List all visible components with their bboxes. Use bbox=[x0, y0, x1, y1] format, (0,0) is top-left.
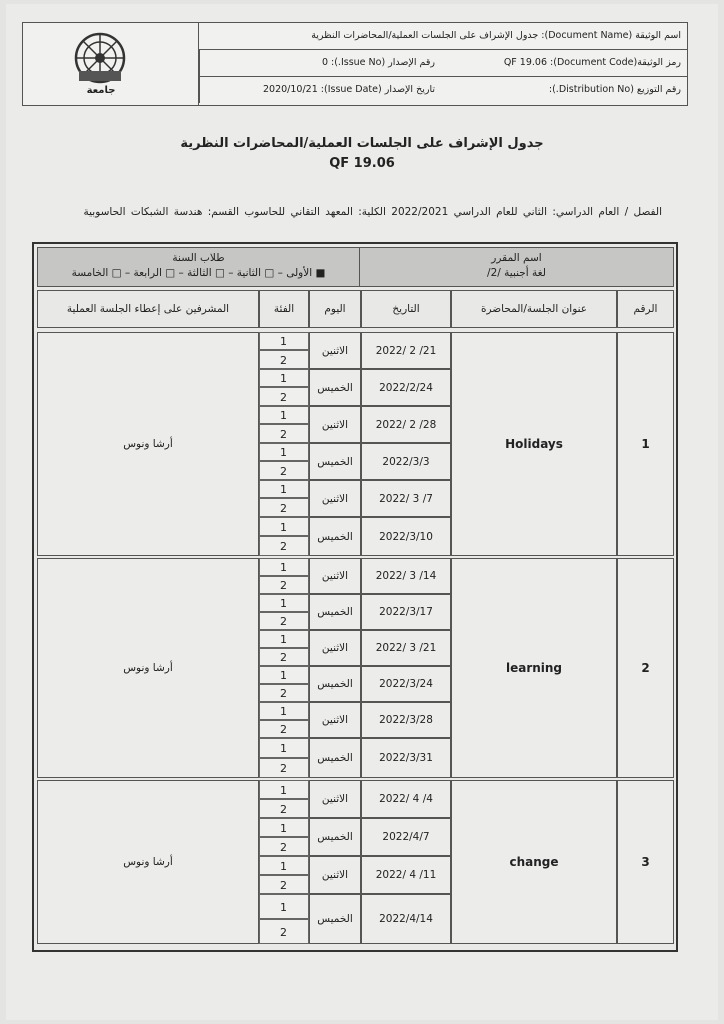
group-2-cell: 2 bbox=[259, 350, 309, 369]
group-1-cell: 1 bbox=[259, 332, 309, 350]
header-row-1 bbox=[199, 23, 687, 50]
document-code: رمز الوثيقة(Document Code): QF 19.06 bbox=[503, 57, 681, 68]
session-day: الاثنين bbox=[309, 780, 361, 818]
session-title-cell: learning bbox=[451, 558, 617, 778]
col-num: الرقم bbox=[617, 290, 674, 328]
logo-cell bbox=[23, 23, 199, 105]
group-2-cell: 2 bbox=[259, 648, 309, 666]
section-number-cell: 1 bbox=[617, 332, 674, 556]
group-1-cell: 1 bbox=[259, 666, 309, 684]
group-2-cell: 2 bbox=[259, 837, 309, 856]
group-2-cell: 2 bbox=[259, 536, 309, 556]
logo-text: جامعة bbox=[86, 85, 116, 96]
session-date: 2022/3/17 bbox=[361, 594, 451, 630]
session-day: الخميس bbox=[309, 666, 361, 702]
session-day: الاثنين bbox=[309, 856, 361, 894]
student-year-options: ■ الأولى – □ الثانية – □ الثالثة – □ الرابعة – □ الخامسة bbox=[71, 267, 326, 279]
page-title: جدول الإشراف على الجلسات العملية/المحاضرات النظرية bbox=[180, 136, 544, 151]
session-title-cell: Holidays bbox=[451, 332, 617, 556]
session-day: الاثنين bbox=[309, 558, 361, 594]
document-name: اسم الوثيقة (Document Name): جدول الإشراف على الجلسات العملية/المحاضرات النظرية bbox=[311, 30, 681, 41]
issue-no: رقم الإصدار (Issue No.): 0 bbox=[199, 50, 441, 76]
group-2-cell: 2 bbox=[259, 576, 309, 594]
group-1-cell: 1 bbox=[259, 480, 309, 498]
session-date: 2022/2/24 bbox=[361, 369, 451, 406]
session-date: 2022/3/31 bbox=[361, 738, 451, 778]
group-2-cell: 2 bbox=[259, 612, 309, 630]
group-1-cell: 1 bbox=[259, 738, 309, 758]
group-2-cell: 2 bbox=[259, 387, 309, 406]
group-2-cell: 2 bbox=[259, 799, 309, 818]
group-2-cell: 2 bbox=[259, 758, 309, 778]
group-1-cell: 1 bbox=[259, 856, 309, 875]
group-2-cell: 2 bbox=[259, 461, 309, 480]
session-date: 2022/ 3 /14 bbox=[361, 558, 451, 594]
page-subtitle-code: QF 19.06 bbox=[329, 156, 395, 171]
session-date: 2022/ 3 /21 bbox=[361, 630, 451, 666]
session-date: 2022/ 4 /11 bbox=[361, 856, 451, 894]
student-year-label: طلاب السنة bbox=[172, 252, 225, 264]
session-day: الاثنين bbox=[309, 702, 361, 738]
session-date: 2022/3/3 bbox=[361, 443, 451, 480]
supervision-table bbox=[32, 242, 678, 952]
col-date: التاريخ bbox=[361, 290, 451, 328]
supervisor-cell: أرشا ونوس bbox=[37, 332, 259, 556]
document-header bbox=[22, 22, 688, 106]
header-row-3 bbox=[199, 77, 687, 104]
col-title: عنوان الجلسة/المحاضرة bbox=[451, 290, 617, 328]
group-2-cell: 2 bbox=[259, 498, 309, 517]
col-group: الفئة bbox=[259, 290, 309, 328]
group-1-cell: 1 bbox=[259, 558, 309, 576]
group-1-cell: 1 bbox=[259, 702, 309, 720]
group-2-cell: 2 bbox=[259, 424, 309, 443]
group-2-cell: 2 bbox=[259, 919, 309, 944]
group-2-cell: 2 bbox=[259, 684, 309, 702]
supervisor-cell: أرشا ونوس bbox=[37, 780, 259, 944]
session-date: 2022/ 3 /7 bbox=[361, 480, 451, 517]
session-date: 2022/ 2 /21 bbox=[361, 332, 451, 369]
session-day: الخميس bbox=[309, 894, 361, 944]
session-date: 2022/3/10 bbox=[361, 517, 451, 556]
session-date: 2022/ 4 /4 bbox=[361, 780, 451, 818]
session-date: 2022/3/28 bbox=[361, 702, 451, 738]
session-day: الخميس bbox=[309, 517, 361, 556]
session-day: الاثنين bbox=[309, 630, 361, 666]
col-day: اليوم bbox=[309, 290, 361, 328]
section-number-cell: 3 bbox=[617, 780, 674, 944]
group-1-cell: 1 bbox=[259, 594, 309, 612]
student-year-cell bbox=[38, 248, 360, 286]
distribution-no: رقم التوزيع (Distribution No.): bbox=[548, 84, 681, 95]
issue-date: تاريخ الإصدار (Issue Date): 2020/10/21 bbox=[199, 77, 441, 103]
session-day: الخميس bbox=[309, 738, 361, 778]
session-day: الاثنين bbox=[309, 332, 361, 369]
header-row-2 bbox=[199, 50, 687, 77]
table-top-band bbox=[37, 247, 674, 287]
session-date: 2022/ 2 /28 bbox=[361, 406, 451, 443]
col-supervisors: المشرفين على إعطاء الجلسة العملية bbox=[37, 290, 259, 328]
session-day: الاثنين bbox=[309, 480, 361, 517]
section-number-cell: 2 bbox=[617, 558, 674, 778]
session-day: الاثنين bbox=[309, 406, 361, 443]
group-1-cell: 1 bbox=[259, 406, 309, 424]
session-date: 2022/4/7 bbox=[361, 818, 451, 856]
course-name-cell bbox=[360, 248, 673, 286]
session-date: 2022/4/14 bbox=[361, 894, 451, 944]
group-1-cell: 1 bbox=[259, 443, 309, 461]
supervisor-cell: أرشا ونوس bbox=[37, 558, 259, 778]
session-day: الخميس bbox=[309, 594, 361, 630]
group-1-cell: 1 bbox=[259, 894, 309, 919]
session-day: الخميس bbox=[309, 369, 361, 406]
group-1-cell: 1 bbox=[259, 517, 309, 536]
session-title-cell: change bbox=[451, 780, 617, 944]
group-2-cell: 2 bbox=[259, 720, 309, 738]
session-date: 2022/3/24 bbox=[361, 666, 451, 702]
course-name-value: لغة أجنبية /2/ bbox=[487, 267, 546, 279]
group-1-cell: 1 bbox=[259, 818, 309, 837]
group-1-cell: 1 bbox=[259, 630, 309, 648]
session-day: الخميس bbox=[309, 818, 361, 856]
group-2-cell: 2 bbox=[259, 875, 309, 894]
group-1-cell: 1 bbox=[259, 369, 309, 387]
course-name-label: اسم المقرر bbox=[491, 252, 542, 264]
course-info-line: الفصل / العام الدراسي: الثاني للعام الدراسي 2022/2021 الكلية: المعهد التقاني للحاسوب القسم: هندسة الشبكات الحاسوبية bbox=[83, 206, 662, 218]
group-1-cell: 1 bbox=[259, 780, 309, 799]
session-day: الخميس bbox=[309, 443, 361, 480]
